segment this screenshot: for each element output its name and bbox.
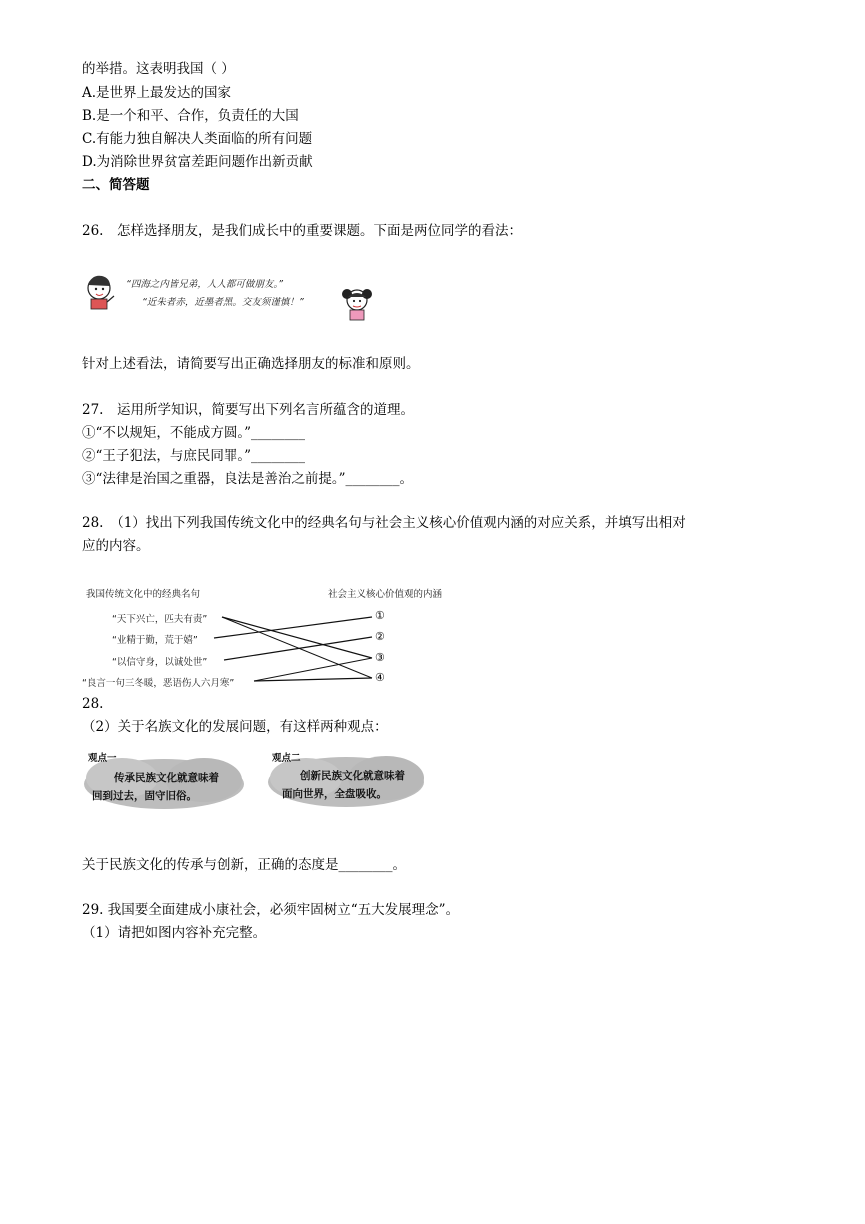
q26-stem: 26. 怎样选择朋友，是我们成长中的重要课题。下面是两位同学的看法： [82, 223, 522, 239]
q25-option-c: C.有能力独自解决人类面临的所有问题 [82, 131, 313, 147]
match-line-2 [214, 617, 372, 638]
q27-stem: 27. 运用所学知识，简要写出下列名言所蕴含的道理。 [82, 402, 414, 418]
q27-item-2: ②“王子犯法，与庶民同罪。”________ [82, 448, 306, 464]
match-line-3 [224, 637, 372, 660]
q27-item-1: ①“不以规矩，不能成方圆。”________ [82, 425, 306, 441]
left-column-header: 我国传统文化中的经典名句 [86, 589, 201, 600]
view-one-cloud [82, 748, 246, 810]
q26-quote-1: “四海之内皆兄弟，人人都可做朋友。” [126, 279, 284, 290]
right-item-1: ① [375, 609, 385, 622]
left-item-1: “天下兴亡，匹夫有责” [112, 614, 208, 625]
q28-number-repeat: 28. [82, 696, 104, 712]
right-item-2: ② [375, 630, 385, 643]
section-title: 二、简答题 [82, 177, 150, 193]
view-two-label: 观点二 [272, 753, 301, 764]
q26-ask: 针对上述看法，请简要写出正确选择朋友的标准和原则。 [82, 356, 420, 372]
q26-quote-2: “近朱者赤，近墨者黑。交友须谨慎！” [142, 297, 304, 308]
left-item-2: “业精于勤，荒于嬉” [112, 635, 198, 646]
boy-icon [88, 276, 114, 309]
right-item-3: ③ [375, 651, 385, 664]
q29-stem: 29. 我国要全面建成小康社会，必须牢固树立“五大发展理念”。 [82, 902, 460, 918]
q25-option-b: B.是一个和平、合作，负责任的大国 [82, 108, 299, 124]
left-item-3: “以信守身，以诚处世” [112, 657, 208, 668]
right-item-4: ④ [375, 671, 385, 684]
match-line-4 [254, 678, 372, 681]
view-two-line2: 面向世界，全盘吸收。 [282, 788, 387, 800]
view-one-line2: 回到过去，固守旧俗。 [92, 790, 197, 802]
q28-ask: 关于民族文化的传承与创新，正确的态度是________。 [82, 857, 406, 873]
match-line-6 [222, 617, 372, 678]
view-two-cloud [266, 748, 430, 810]
q28-matching-figure [82, 582, 462, 688]
left-item-4: “良言一句三冬暖，恶语伤人六月寒” [82, 678, 235, 689]
view-one-line1: 传承民族文化就意味着 [114, 772, 219, 784]
q28-part2: （2）关于名族文化的发展问题，有这样两种观点： [82, 719, 388, 735]
q28-stem-line2: 应的内容。 [82, 538, 150, 554]
q25-option-d: D.为消除世界贫富差距问题作出新贡献 [82, 154, 313, 170]
right-column-header: 社会主义核心价值观的内涵 [328, 589, 443, 600]
view-two-line1: 创新民族文化就意味着 [300, 770, 405, 782]
q29-part1: （1）请把如图内容补充完整。 [82, 925, 267, 941]
q25-option-a: A.是世界上最发达的国家 [82, 85, 232, 101]
match-line-5 [254, 658, 372, 681]
match-line-1 [222, 617, 372, 658]
q25-stem-tail: 的举措。这表明我国（ ） [82, 61, 235, 77]
girl-icon [342, 289, 372, 320]
view-one-label: 观点一 [88, 753, 117, 764]
q27-item-3: ③“法律是治国之重器，良法是善治之前提。”________。 [82, 471, 414, 487]
q28-stem-line1: 28. （1）找出下列我国传统文化中的经典名句与社会主义核心价值观内涵的对应关系，并填写出相对 [82, 515, 686, 531]
q26-figure [82, 270, 382, 326]
